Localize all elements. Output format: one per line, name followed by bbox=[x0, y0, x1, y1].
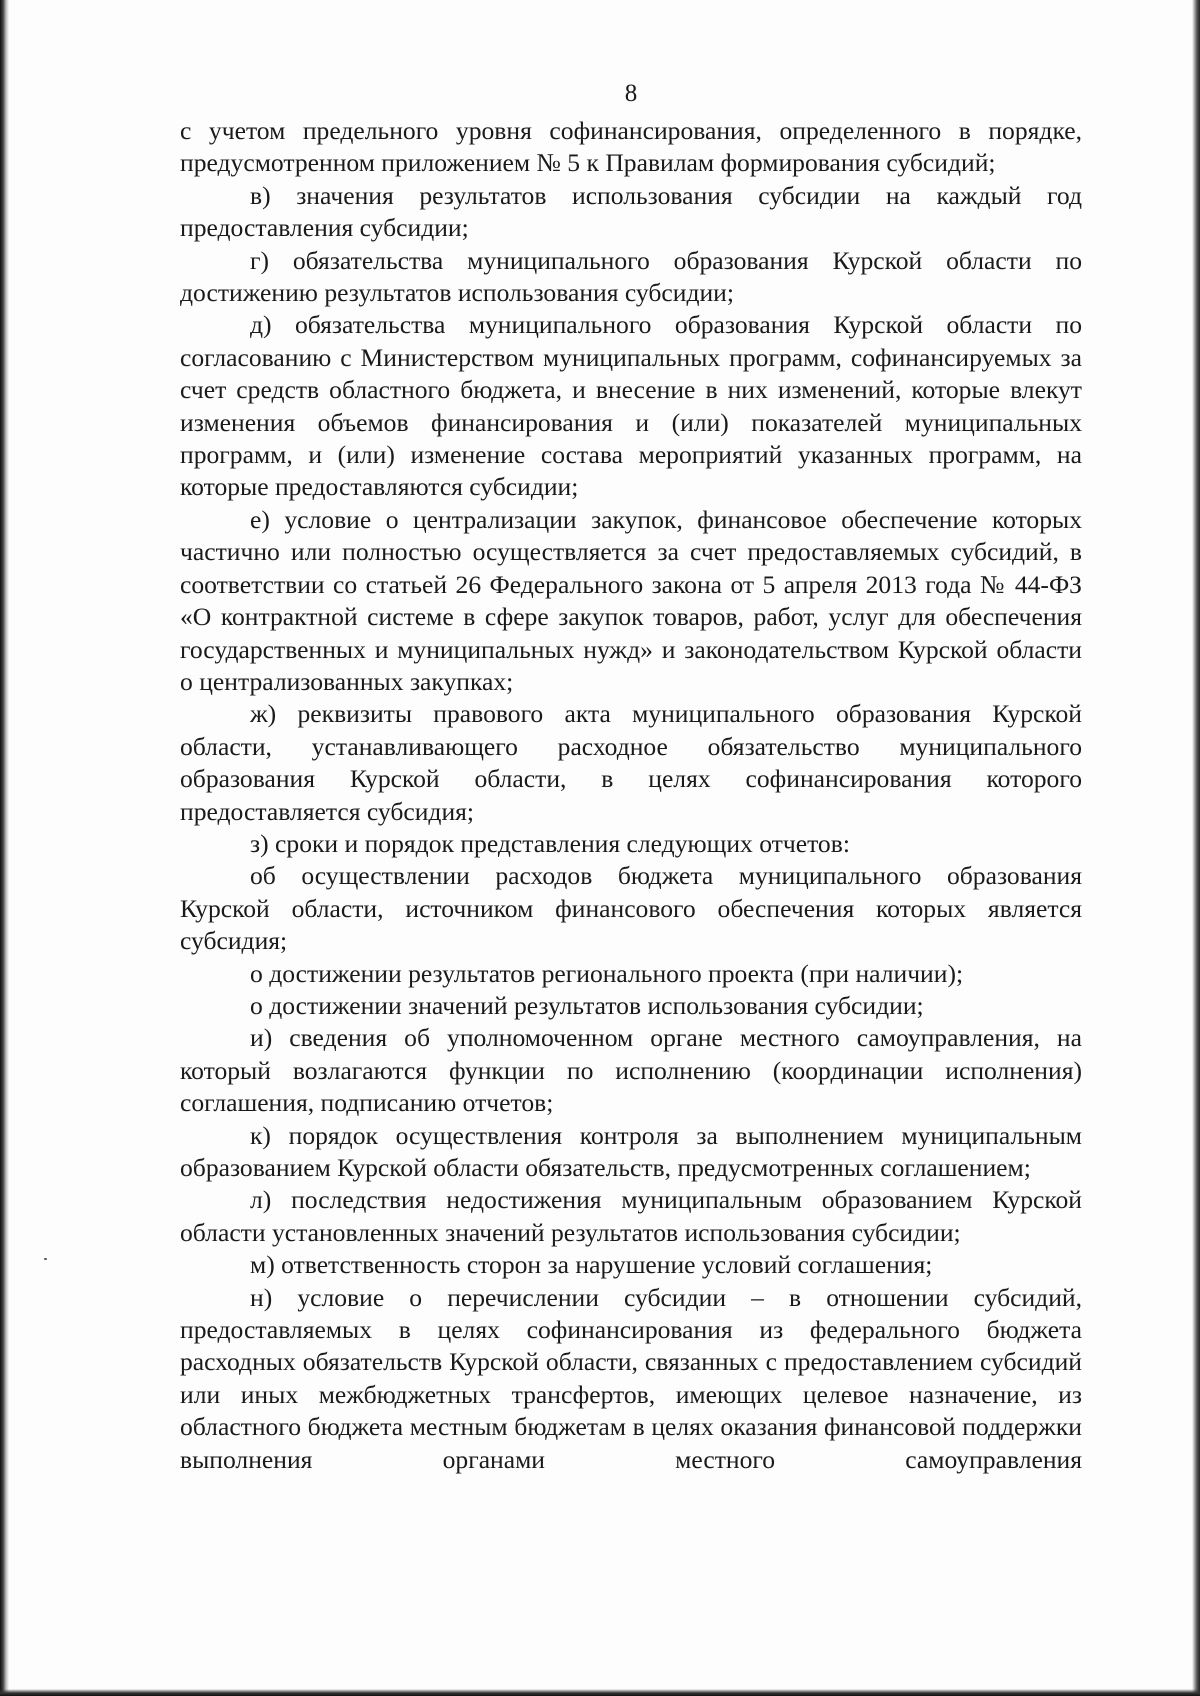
paragraph-item-z: з) сроки и порядок представления следующих отчетов: bbox=[250, 828, 850, 858]
paragraph-continuation: с учетом предельного уровня софинансирования, определенного в порядке, предусмотренном приложением № 5 к Правилам формирования субсидий; bbox=[180, 116, 1082, 178]
paragraph-item-v: в) значения результатов использования субсидии на каждый год предоставления субсидии; bbox=[180, 180, 1082, 243]
paragraph-item-zh: ж) реквизиты правового акта муниципального образования Курской области, устанавливающего расходное обязательство муниципального образования Курской области, в целях софинансирования которого предоставляется субсидия; bbox=[180, 699, 1082, 826]
paragraph-item-n: н) условие о перечислении субсидии – в отношении субсидий, предоставляемых в целях софинансирования из федерального бюджета расходных обязательств Курской области, связанных с предоставлением субсидий или иных межбюджетных трансфертов, имеющих целевое назначение, из областного бюджета местным бюджетам в целях оказания финансовой поддержки выполнения органами местного самоуправления bbox=[180, 1282, 1082, 1474]
page-number: 8 bbox=[624, 80, 638, 107]
paragraph-item-m: м) ответственность сторон за нарушение условий соглашения; bbox=[250, 1250, 933, 1280]
paragraph-report-expenses: об осуществлении расходов бюджета муниципального образования Курской области, источником финансового обеспечения которых является субсидия; bbox=[180, 861, 1082, 956]
paragraph-item-d: д) обязательства муниципального образования Курской области по согласованию с Министерством муниципальных программ, софинансируемых за счет средств областного бюджета, и внесение в них изменений, которые влекут изменения объемов финансирования и (или) показателей муниципальных программ, и (или) изменение состава мероприятий указанных программ, на которые предоставляются субсидии; bbox=[180, 310, 1082, 502]
paragraph-item-e: е) условие о централизации закупок, финансовое обеспечение которых частично или полностью осуществляется за счет предоставляемых субсидий, в соответствии со статьей 26 Федерального закона от 5 апреля 2013 года № 44-ФЗ «О контрактной системе в сфере закупок товаров, работ, услуг для обеспечения государственных и муниципальных нужд» и законодательством Курской области о централизованных закупках; bbox=[180, 504, 1082, 696]
scan-edge-left bbox=[0, 0, 9, 1696]
paragraph-report-regional-project: о достижении результатов регионального проекта (при наличии); bbox=[250, 958, 964, 988]
paragraph-item-g: г) обязательства муниципального образования Курской области по достижению результатов использования субсидии; bbox=[180, 245, 1082, 308]
scan-speck bbox=[44, 1258, 47, 1260]
document-body bbox=[180, 115, 1082, 1476]
paragraph-report-results: о достижении значений результатов использования субсидии; bbox=[250, 990, 924, 1020]
paragraph-item-k: к) порядок осуществления контроля за выполнением муниципальным образованием Курской области обязательств, предусмотренных соглашением; bbox=[180, 1120, 1082, 1182]
scan-edge-bottom bbox=[0, 1689, 1200, 1696]
paragraph-item-l: л) последствия недостижения муниципальным образованием Курской области установленных значений результатов использования субсидии; bbox=[180, 1185, 1082, 1247]
scan-edge-right bbox=[1192, 0, 1200, 1696]
paragraph-item-i: и) сведения об уполномоченном органе местного самоуправления, на который возлагаются функции по исполнению (координации исполнения) соглашения, подписанию отчетов; bbox=[180, 1023, 1082, 1118]
